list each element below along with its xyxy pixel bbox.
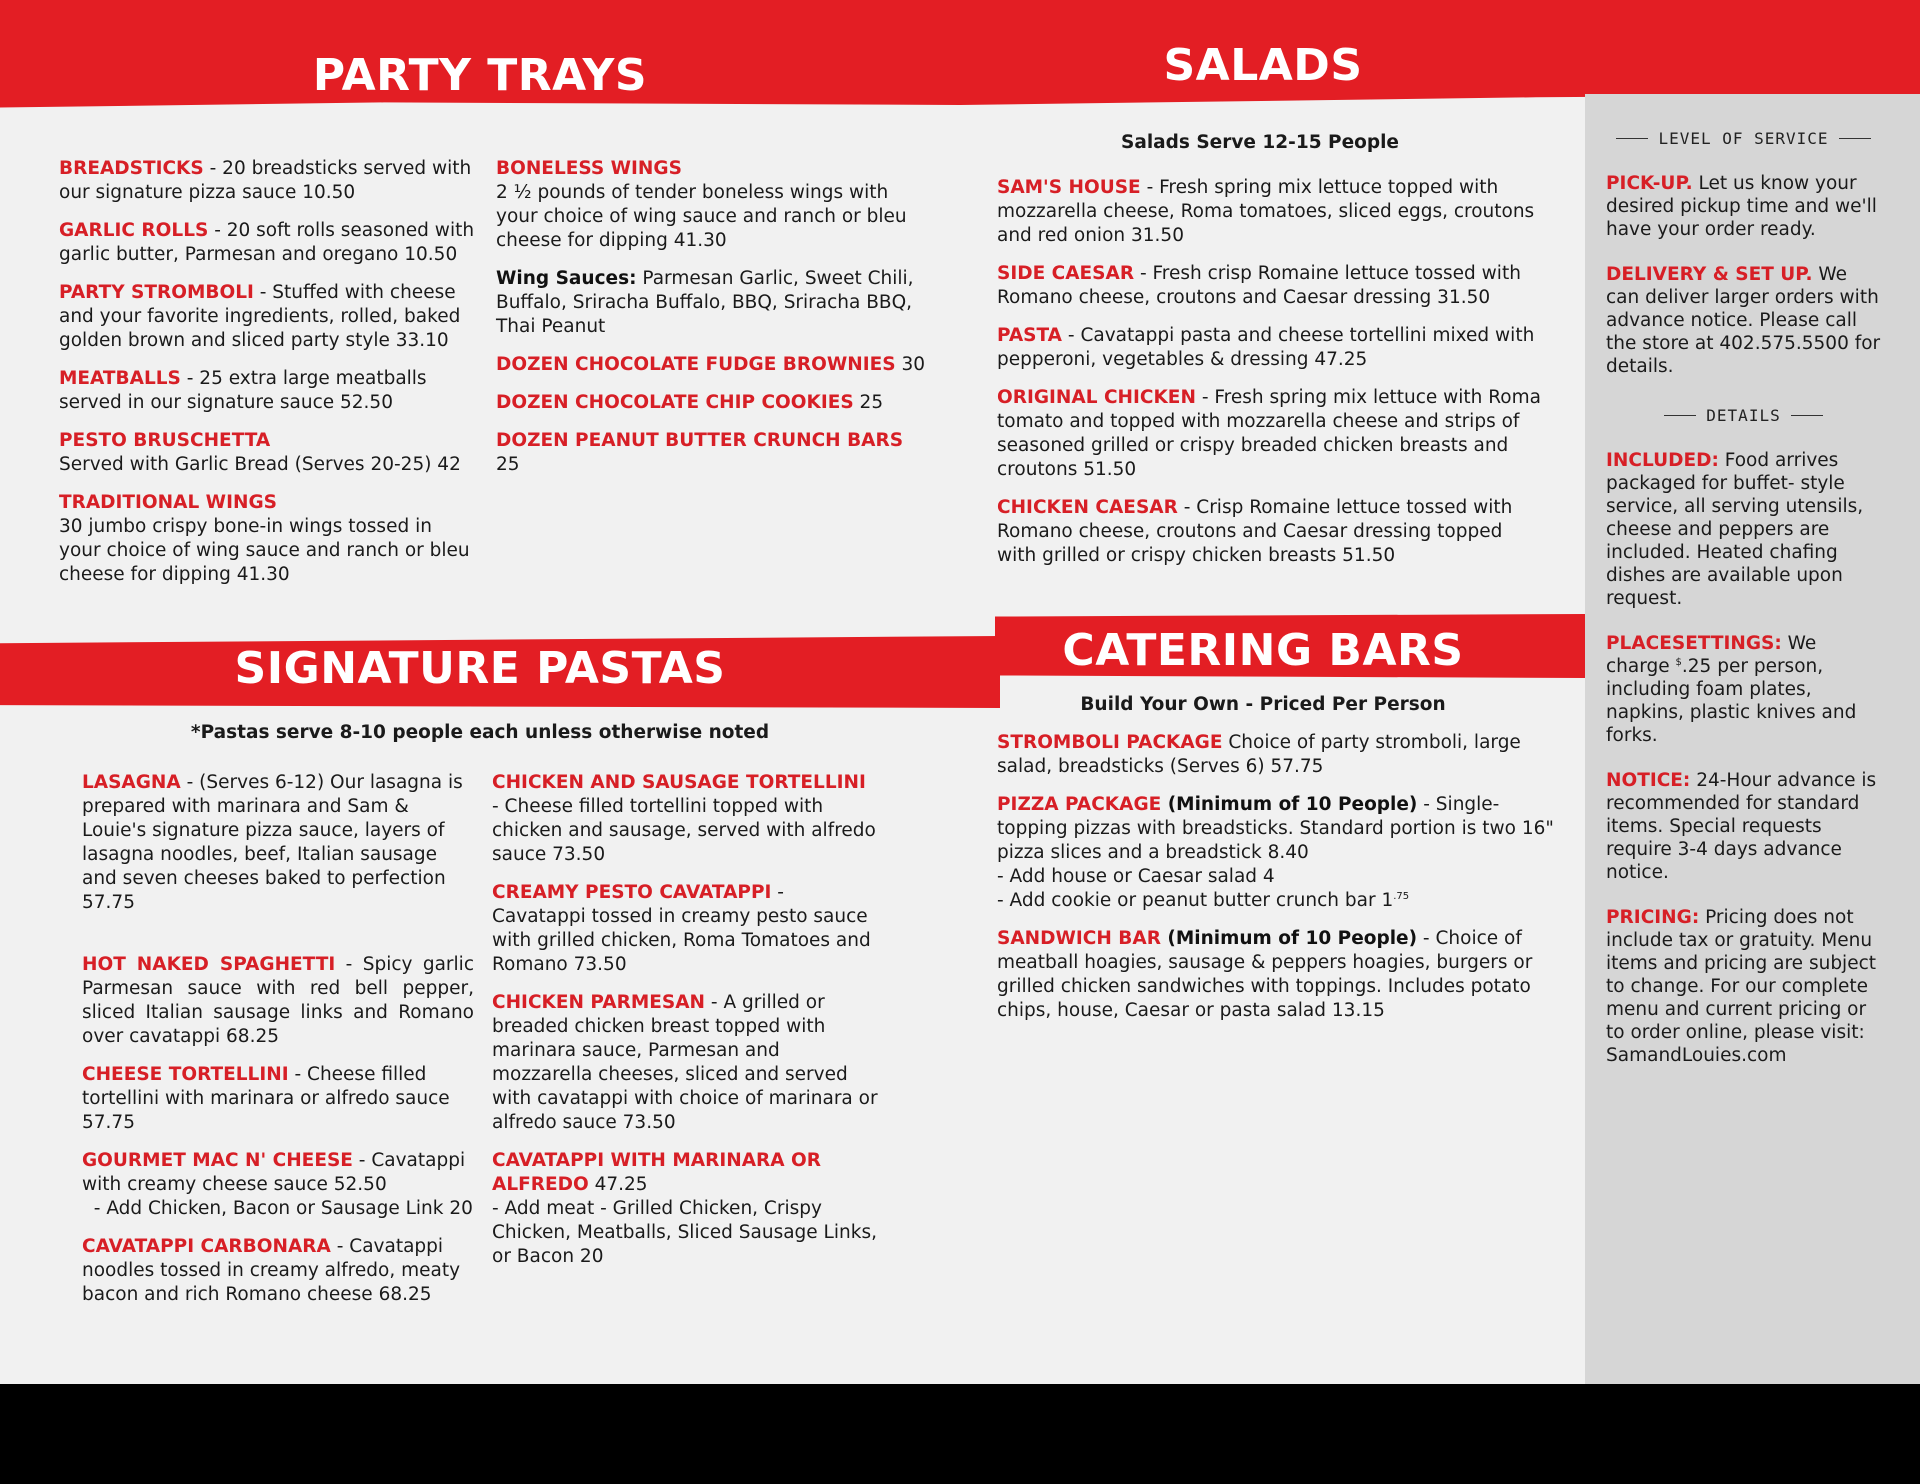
item-addon: - Add Chicken, Bacon or Sausage Link 20 [82, 1198, 473, 1219]
catering-title: CATERING BARS [1062, 625, 1464, 676]
menu-item [82, 1149, 474, 1221]
details-heading [1606, 404, 1881, 427]
item-name: TRADITIONAL WINGS [59, 492, 277, 513]
menu-item [997, 927, 1567, 1023]
menu-item [82, 953, 474, 1049]
pastas-left-column [82, 771, 474, 1321]
item-desc: - Cheese filled tortellini with marinara or alfredo sauce 57.75 [82, 1064, 450, 1133]
menu-item [997, 324, 1545, 372]
item-name: PESTO BRUSCHETTA [59, 430, 271, 451]
party-trays-right-column [496, 157, 926, 491]
item-desc: We can deliver larger orders with advance notice. Please call the store at 402.575.5500 for details. [1606, 264, 1881, 377]
item-name: PASTA [997, 325, 1063, 346]
salads-note: Salads Serve 12-15 People [1121, 132, 1399, 153]
item-desc: - Fresh spring mix lettuce with Roma tomato and topped with mozzarella cheese and strips of seasoned grilled or crispy breaded chicken breasts and croutons 51.50 [997, 387, 1541, 480]
item-minimum: (Minimum of 10 People) [1161, 794, 1418, 815]
item-desc: Food arrives packaged for buffet- style service, all serving utensils, cheese and peppers are included. Heated chafing dishes are available upon request. [1606, 450, 1864, 609]
item-name: CAVATAPPI WITH MARINARA OR ALFREDO [492, 1150, 821, 1195]
details-item [1606, 906, 1881, 1067]
pastas-title: SIGNATURE PASTAS [234, 643, 726, 694]
item-name: INCLUDED: [1606, 450, 1719, 471]
menu-item [492, 991, 882, 1135]
menu-item [496, 157, 926, 253]
item-name: PICK-UP. [1606, 173, 1693, 194]
item-name: CHICKEN AND SAUSAGE TORTELLINI [492, 772, 866, 793]
item-desc: 30 jumbo crispy bone-in wings tossed in your choice of wing sauce and ranch or bleu cheese for dipping 41.30 [59, 516, 470, 585]
item-name: MEATBALLS [59, 368, 181, 389]
item-name: DOZEN CHOCOLATE FUDGE BROWNIES [496, 354, 896, 375]
item-desc: - A grilled or breaded chicken breast topped with marinara sauce, Parmesan and mozzarella cheeses, sliced and served with cavatappi with choice of marinara or alfredo sauce 73.50 [492, 992, 878, 1133]
menu-item [82, 1235, 474, 1307]
item-desc: - Cavatappi tossed in creamy pesto sauce with grilled chicken, Roma Tomatoes and Romano 73.50 [492, 882, 871, 975]
wing-sauces-label: Wing Sauces: [496, 268, 637, 289]
catering-note: Build Your Own - Priced Per Person [1080, 694, 1446, 715]
item-name: CHEESE TORTELLINI [82, 1064, 289, 1085]
item-name: SANDWICH BAR [997, 928, 1161, 949]
item-desc: Served with Garlic Bread (Serves 20-25) 42 [59, 454, 461, 475]
item-desc: - Spicy garlic Parmesan sauce with red bell pepper, sliced Italian sausage links and Romano over cavatappi 68.25 [82, 954, 474, 1047]
item-desc: Let us know your desired pickup time and we'll have your order ready. [1606, 173, 1877, 240]
item-name: PIZZA PACKAGE [997, 794, 1162, 815]
item-name: PRICING: [1606, 907, 1700, 928]
menu-item [496, 391, 926, 415]
menu-item [59, 491, 479, 587]
item-desc: - Stuffed with cheese and your favorite ingredients, rolled, baked golden brown and sliced party style 33.10 [59, 282, 461, 351]
menu-item [59, 367, 479, 415]
item-desc: 25 [853, 392, 884, 413]
item-desc: - (Serves 6-12) Our lasagna is prepared with marinara and Sam & Louie's signature pizza sauce, layers of lasagna noodles, beef, Italian sausage and seven cheeses baked to perfection 57.75 [82, 772, 463, 913]
menu-item [82, 1063, 474, 1135]
item-desc: 47.25 [588, 1174, 648, 1195]
sidebar-content [1606, 127, 1881, 1089]
item-minimum: (Minimum of 10 People) [1160, 928, 1418, 949]
menu-item [59, 281, 479, 353]
menu-item [59, 429, 479, 477]
menu-item [82, 771, 474, 915]
menu-item [496, 353, 926, 377]
item-desc: .25 per person, including foam plates, napkins, plastic knives and forks. [1606, 656, 1857, 746]
item-desc-pre: We charge [1606, 633, 1817, 677]
party-trays-left-column [59, 157, 479, 601]
details-item [1606, 449, 1881, 610]
item-name: BONELESS WINGS [496, 158, 682, 179]
dollar-sign: $ [1675, 656, 1682, 668]
salads-column [997, 176, 1545, 582]
item-name: SIDE CAESAR [997, 263, 1135, 284]
salads-title: SALADS [1163, 40, 1363, 91]
heading-rule [1791, 415, 1823, 416]
item-name: CAVATAPPI CARBONARA [82, 1236, 331, 1257]
item-name: DOZEN PEANUT BUTTER CRUNCH BARS [496, 430, 904, 451]
menu-item [59, 157, 479, 205]
item-desc: - Choice of meatball hoagies, sausage & peppers hoagies, burgers or grilled chicken sandwiches with toppings. Includes potato chips, house, Caesar or pasta salad 13.15 [997, 928, 1533, 1021]
details-item [1606, 769, 1881, 884]
item-desc: - 20 breadsticks served with our signature pizza sauce 10.50 [59, 158, 472, 203]
item-desc: 24-Hour advance is recommended for standard items. Special requests require 3-4 days advance notice. [1606, 770, 1877, 883]
details-heading-text: DETAILS [1706, 406, 1781, 425]
service-item [1606, 172, 1881, 241]
party-trays-title: PARTY TRAYS [312, 50, 648, 101]
wing-sauces-list: Parmesan Garlic, Sweet Chili, Buffalo, Sriracha Buffalo, BBQ, Sriracha BBQ, Thai Peanut [496, 268, 914, 337]
details-item [1606, 632, 1881, 747]
item-name: SAM'S HOUSE [997, 177, 1141, 198]
item-desc: Pricing does not include tax or gratuity. Menu items and pricing are subject to change. For our complete menu and current pricing or to order online, please visit: SamandLouies.com [1606, 907, 1877, 1066]
item-name: HOT NAKED SPAGHETTI [82, 954, 336, 975]
addon-text: - Add cookie or peanut butter crunch bar 1 [997, 890, 1394, 911]
item-name: ORIGINAL CHICKEN [997, 387, 1196, 408]
menu-item [492, 1149, 882, 1269]
item-name: GARLIC ROLLS [59, 220, 209, 241]
item-name: DOZEN CHOCOLATE CHIP COOKIES [496, 392, 854, 413]
footer-bar [0, 1384, 1920, 1484]
item-addon: - Add meat - Grilled Chicken, Crispy Chicken, Meatballs, Sliced Sausage Links, or Bacon 20 [492, 1198, 877, 1267]
item-desc: - Cheese filled tortellini topped with chicken and sausage, served with alfredo sauce 73.50 [492, 796, 876, 865]
service-heading [1606, 127, 1881, 150]
item-desc: - 25 extra large meatballs served in our signature sauce 52.50 [59, 368, 427, 413]
item-name: CHICKEN PARMESAN [492, 992, 706, 1013]
item-name: DELIVERY & SET UP. [1606, 264, 1813, 285]
item-desc: - Cavatappi pasta and cheese tortellini mixed with pepperoni, vegetables & dressing 47.25 [997, 325, 1535, 370]
item-name: BREADSTICKS [59, 158, 204, 179]
item-addon: - Add house or Caesar salad 4 [997, 866, 1275, 887]
menu-item [997, 386, 1545, 482]
item-name: NOTICE: [1606, 770, 1691, 791]
item-desc: - Crisp Romaine lettuce tossed with Romano cheese, croutons and Caesar dressing topped with grilled or crispy chicken breasts 51.50 [997, 497, 1513, 566]
item-desc: - Cavatappi noodles tossed in creamy alfredo, meaty bacon and rich Romano cheese 68.25 [82, 1236, 461, 1305]
item-name: STROMBOLI PACKAGE [997, 732, 1223, 753]
item-name: PLACESETTINGS: [1606, 633, 1782, 654]
menu-item [492, 771, 882, 867]
item-name: CREAMY PESTO CAVATAPPI [492, 882, 772, 903]
catering-column [997, 731, 1567, 1037]
item-name: GOURMET MAC N' CHEESE [82, 1150, 353, 1171]
item-desc: 25 [496, 454, 520, 475]
item-name: PARTY STROMBOLI [59, 282, 254, 303]
menu-item [997, 496, 1545, 568]
service-item [1606, 263, 1881, 378]
heading-rule [1664, 415, 1696, 416]
item-name: CHICKEN CAESAR [997, 497, 1178, 518]
menu-item [997, 793, 1567, 913]
menu-item [492, 881, 882, 977]
item-desc: 30 [895, 354, 926, 375]
addon-cents: .75 [1393, 890, 1410, 902]
pastas-note: *Pastas serve 8-10 people each unless otherwise noted [190, 722, 770, 743]
pastas-right-column [492, 771, 882, 1283]
item-desc: Choice of party stromboli, large salad, breadsticks (Serves 6) 57.75 [997, 732, 1521, 777]
menu-item [496, 429, 926, 477]
item-addon [997, 889, 1567, 913]
heading-rule [1839, 138, 1871, 139]
item-name: LASAGNA [82, 772, 181, 793]
item-desc: - Single-topping pizzas with breadsticks. Standard portion is two 16" pizza slices and a breadstick 8.40 [997, 794, 1554, 863]
menu-item [997, 731, 1567, 779]
item-desc: - Fresh spring mix lettuce topped with mozzarella cheese, Roma tomatoes, sliced eggs, croutons and red onion 31.50 [997, 177, 1535, 246]
service-heading-text: LEVEL OF SERVICE [1658, 129, 1829, 148]
item-desc: - 20 soft rolls seasoned with garlic butter, Parmesan and oregano 10.50 [59, 220, 475, 265]
item-desc: - Cavatappi with creamy cheese sauce 52.50 [82, 1150, 466, 1195]
item-desc: - Fresh crisp Romaine lettuce tossed with Romano cheese, croutons and Caesar dressing 31.50 [997, 263, 1521, 308]
wing-sauces [496, 267, 926, 339]
heading-rule [1616, 138, 1648, 139]
item-desc: 2 ½ pounds of tender boneless wings with your choice of wing sauce and ranch or bleu cheese for dipping 41.30 [496, 182, 907, 251]
menu-item [997, 176, 1545, 248]
menu-item [997, 262, 1545, 310]
menu-item [59, 219, 479, 267]
